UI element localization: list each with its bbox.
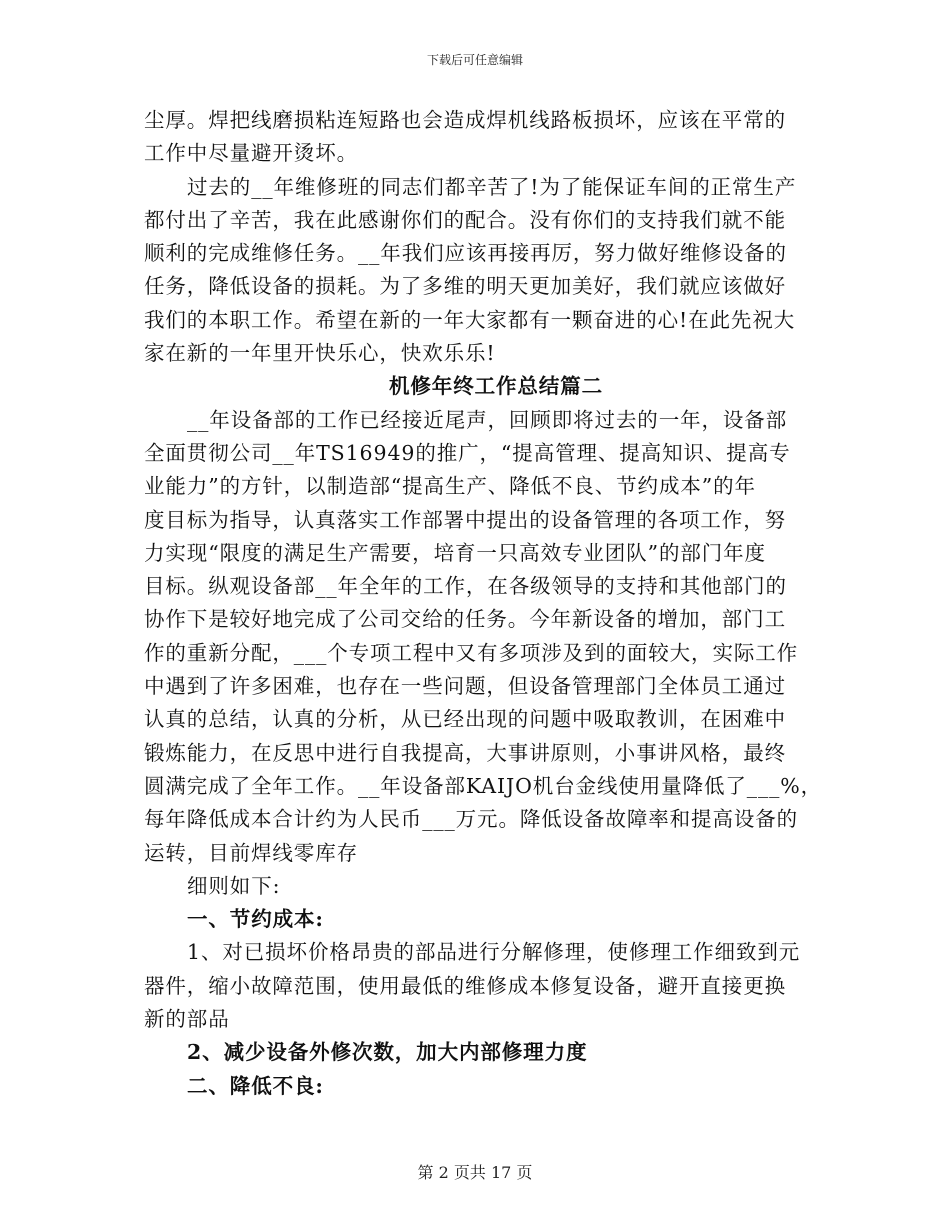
paragraph-line: 细则如下: xyxy=(187,873,281,898)
paragraph-line: 过去的__年维修班的同志们都辛苦了!为了能保证车间的正常生产 xyxy=(187,174,797,199)
paragraph-line: 1、对已损坏价格昂贵的部品进行分解修理，使修理工作细致到元 xyxy=(187,940,801,965)
paragraph-line: 器件，缩小故障范围，使用最低的维修成本修复设备，避开直接更换 xyxy=(144,973,786,998)
paragraph-line: 尘厚。焊把线磨损粘连短路也会造成焊机线路板损坏，应该在平常的 xyxy=(144,108,786,132)
paragraph-line: 目标。纵观设备部__年全年的工作，在各级领导的支持和其他部门的 xyxy=(144,574,787,599)
paragraph-line: 运转，目前焊线零库存 xyxy=(144,840,358,865)
paragraph-line: 力实现“限度的满足生产需要，培育一只高效专业团队”的部门年度 xyxy=(144,540,766,565)
page-footer: 第 2 页共 17 页 xyxy=(417,1163,533,1182)
paragraph-line: 锻炼能力，在反思中进行自我提高，大事讲原则，小事讲风格，最终 xyxy=(144,740,786,765)
paragraph-line: 工作中尽量避开烫坏。 xyxy=(144,141,358,166)
bold-item: 2、减少设备外修次数，加大内部修理力度 xyxy=(187,1040,588,1065)
paragraph-line: 度目标为指导，认真落实工作部署中提出的设备管理的各项工作，努 xyxy=(144,507,786,532)
section-title: 机修年终工作总结篇二 xyxy=(389,374,603,399)
paragraph-line: 每年降低成本合计约为人民币___万元。降低设备故障率和提高设备的 xyxy=(144,807,799,832)
paragraph-line: 圆满完成了全年工作。__年设备部KAIJO机台金线使用量降低了___%， xyxy=(144,773,823,798)
paragraph-line: 任务，降低设备的损耗。为了多维的明天更加美好，我们就应该做好 xyxy=(144,274,786,299)
subsection-heading: 二、降低不良: xyxy=(187,1073,324,1098)
paragraph-line: 顺利的完成维修任务。__年我们应该再接再厉，努力做好维修设备的 xyxy=(144,241,787,266)
paragraph-line: 中遇到了许多困难，也存在一些问题，但设备管理部门全体员工通过 xyxy=(144,674,786,699)
paragraph-line: 全面贯彻公司__年TS16949的推广，“提高管理、提高知识、提高专 xyxy=(144,440,791,465)
paragraph-line: 新的部品 xyxy=(144,1007,230,1032)
paragraph-line: 认真的总结，认真的分析，从已经出现的问题中吸取教训，在困难中 xyxy=(144,707,786,732)
subsection-heading: 一、节约成本: xyxy=(187,907,324,932)
page-header: 下载后可任意编辑 xyxy=(426,53,523,67)
paragraph-line: __年设备部的工作已经接近尾声，回顾即将过去的一年，设备部 xyxy=(187,407,788,432)
paragraph-line: 业能力”的方针，以制造部“提高生产、降低不良、节约成本”的年 xyxy=(144,474,756,499)
document-body xyxy=(144,104,823,1103)
paragraph-line: 我们的本职工作。希望在新的一年大家都有一颗奋进的心!在此先祝大 xyxy=(144,307,796,332)
paragraph-line: 家在新的一年里开快乐心，快欢乐乐! xyxy=(144,341,496,366)
paragraph-line: 协作下是较好地完成了公司交给的任务。今年新设备的增加，部门工 xyxy=(144,607,786,632)
paragraph-line: 作的重新分配，___个专项工程中又有多项涉及到的面较大，实际工作 xyxy=(144,640,799,665)
paragraph-line: 都付出了辛苦，我在此感谢你们的配合。没有你们的支持我们就不能 xyxy=(144,207,786,232)
